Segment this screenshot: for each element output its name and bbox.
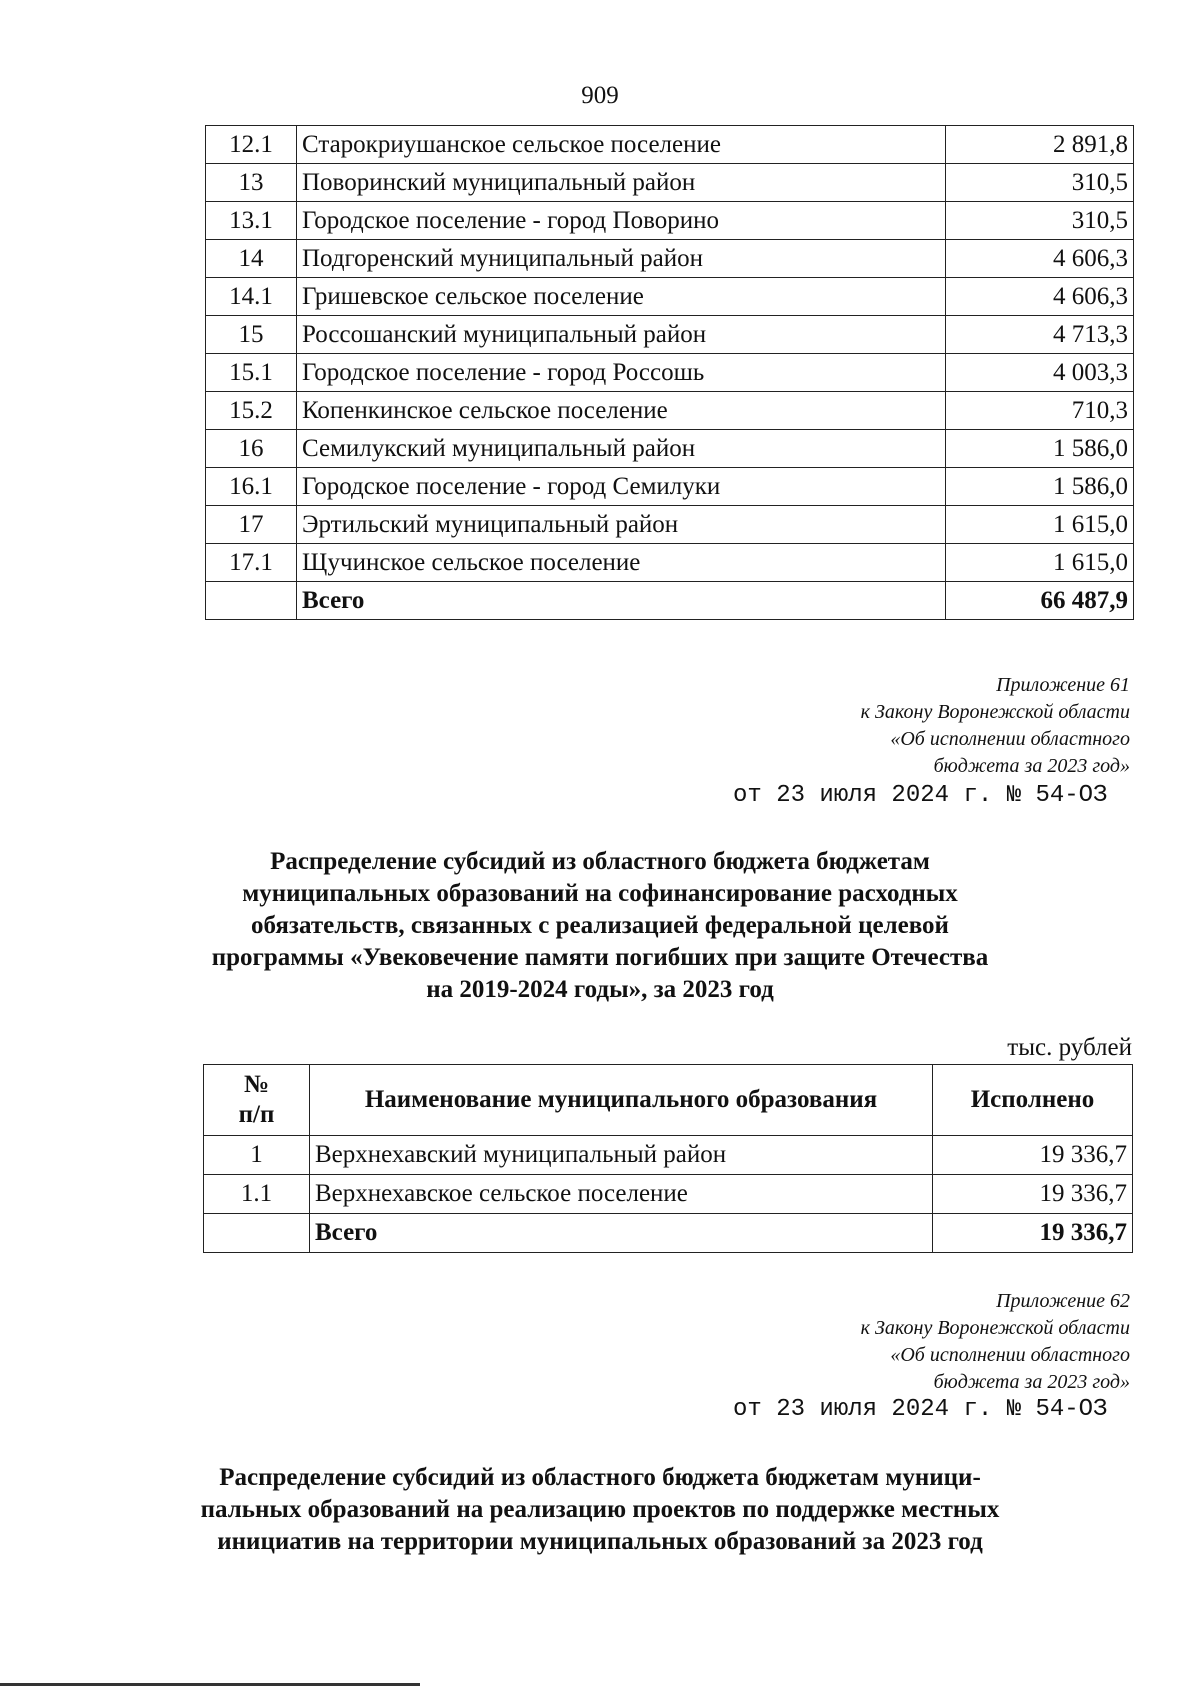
header-num-line1: № [243, 1071, 270, 1098]
row-name: Щучинское сельское поселение [297, 544, 946, 582]
table-total-row [204, 1214, 1133, 1253]
title-line: на 2019-2024 годы», за 2023 год [426, 976, 774, 1003]
total-label: Всего [310, 1214, 933, 1253]
row-value: 1 615,0 [946, 544, 1134, 582]
section-62-title [150, 1462, 1050, 1558]
table-row [206, 278, 1134, 316]
row-num: 14 [206, 240, 297, 278]
annex-law-name-cont: бюджета за 2023 год» [933, 1371, 1130, 1393]
row-value: 4 606,3 [946, 278, 1134, 316]
annex-title: Приложение 62 [996, 1290, 1130, 1312]
row-value: 19 336,7 [933, 1175, 1133, 1214]
row-name: Эртильский муниципальный район [297, 506, 946, 544]
row-name: Верхнехавский муниципальный район [310, 1136, 933, 1175]
row-name: Старокриушанское сельское поселение [297, 126, 946, 164]
row-value: 1 586,0 [946, 468, 1134, 506]
row-num: 15.2 [206, 392, 297, 430]
row-num: 17.1 [206, 544, 297, 582]
annex-law-name: «Об исполнении областного [890, 1344, 1130, 1366]
row-num: 16.1 [206, 468, 297, 506]
annex-62-stamp: от 23 июля 2024 г. № 54-ОЗ [733, 1396, 1108, 1423]
row-num: 1.1 [204, 1175, 310, 1214]
annex-law-name: «Об исполнении областного [890, 728, 1130, 750]
row-num: 14.1 [206, 278, 297, 316]
annex-61-stamp: от 23 июля 2024 г. № 54-ОЗ [733, 782, 1108, 809]
title-line: пальных образований на реализацию проектов по поддержке местных [200, 1496, 1000, 1523]
row-num: 13.1 [206, 202, 297, 240]
row-value: 310,5 [946, 164, 1134, 202]
table-row [204, 1175, 1133, 1214]
table-row [206, 392, 1134, 430]
row-num: 17 [206, 506, 297, 544]
table-header-row [204, 1065, 1133, 1136]
table-row [206, 430, 1134, 468]
header-num [204, 1065, 310, 1136]
annex-law: к Закону Воронежской области [860, 701, 1130, 723]
table-body [204, 1136, 1133, 1253]
table-row [206, 544, 1134, 582]
annex-62-header [680, 1288, 1130, 1396]
row-value: 310,5 [946, 202, 1134, 240]
row-name: Семилукский муниципальный район [297, 430, 946, 468]
title-line: Распределение субсидий из областного бюджета бюджетам муници- [219, 1464, 981, 1491]
row-value: 1 615,0 [946, 506, 1134, 544]
row-num: 1 [204, 1136, 310, 1175]
table-row [204, 1136, 1133, 1175]
total-label: Всего [297, 582, 946, 620]
subsidy-table-continued [205, 125, 1134, 620]
row-num: 15 [206, 316, 297, 354]
total-value: 19 336,7 [933, 1214, 1133, 1253]
row-name: Городское поселение - город Семилуки [297, 468, 946, 506]
table-row [206, 316, 1134, 354]
total-num-cell [206, 582, 297, 620]
scan-edge-line [0, 1683, 420, 1686]
row-value: 710,3 [946, 392, 1134, 430]
row-value: 19 336,7 [933, 1136, 1133, 1175]
table-row [206, 506, 1134, 544]
header-name: Наименование муниципального образования [310, 1065, 933, 1136]
title-line: инициатив на территории муниципальных образований за 2023 год [217, 1528, 983, 1555]
title-line: Распределение субсидий из областного бюджета бюджетам [270, 848, 930, 875]
section-61-title [150, 846, 1050, 1006]
annex-title: Приложение 61 [996, 674, 1130, 696]
row-num: 13 [206, 164, 297, 202]
row-name: Поворинский муниципальный район [297, 164, 946, 202]
table-row [206, 468, 1134, 506]
row-value: 2 891,8 [946, 126, 1134, 164]
total-num-cell [204, 1214, 310, 1253]
header-num-line2: п/п [238, 1101, 275, 1128]
table-total-row [206, 582, 1134, 620]
units-label: тыс. рублей [1007, 1034, 1132, 1061]
row-value: 1 586,0 [946, 430, 1134, 468]
row-num: 12.1 [206, 126, 297, 164]
row-name: Городское поселение - город Россошь [297, 354, 946, 392]
row-num: 15.1 [206, 354, 297, 392]
subsidy-table-61 [203, 1064, 1133, 1253]
row-value: 4 713,3 [946, 316, 1134, 354]
row-num: 16 [206, 430, 297, 468]
annex-law: к Закону Воронежской области [860, 1317, 1130, 1339]
annex-law-name-cont: бюджета за 2023 год» [933, 755, 1130, 777]
row-name: Городское поселение - город Поворино [297, 202, 946, 240]
row-name: Копенкинское сельское поселение [297, 392, 946, 430]
total-value: 66 487,9 [946, 582, 1134, 620]
title-line: обязательств, связанных с реализацией федеральной целевой [251, 912, 949, 939]
row-name: Верхнехавское сельское поселение [310, 1175, 933, 1214]
table-row [206, 354, 1134, 392]
row-name: Россошанский муниципальный район [297, 316, 946, 354]
row-value: 4 606,3 [946, 240, 1134, 278]
page-number: 909 [581, 82, 619, 109]
row-value: 4 003,3 [946, 354, 1134, 392]
row-name: Подгоренский муниципальный район [297, 240, 946, 278]
row-name: Гришевское сельское поселение [297, 278, 946, 316]
table-row [206, 164, 1134, 202]
table-row [206, 240, 1134, 278]
annex-61-header [680, 672, 1130, 780]
title-line: муниципальных образований на софинансирование расходных [242, 880, 958, 907]
table-row [206, 126, 1134, 164]
header-value: Исполнено [933, 1065, 1133, 1136]
title-line: программы «Увековечение памяти погибших при защите Отечества [211, 944, 989, 971]
table-body [206, 126, 1134, 620]
table-row [206, 202, 1134, 240]
